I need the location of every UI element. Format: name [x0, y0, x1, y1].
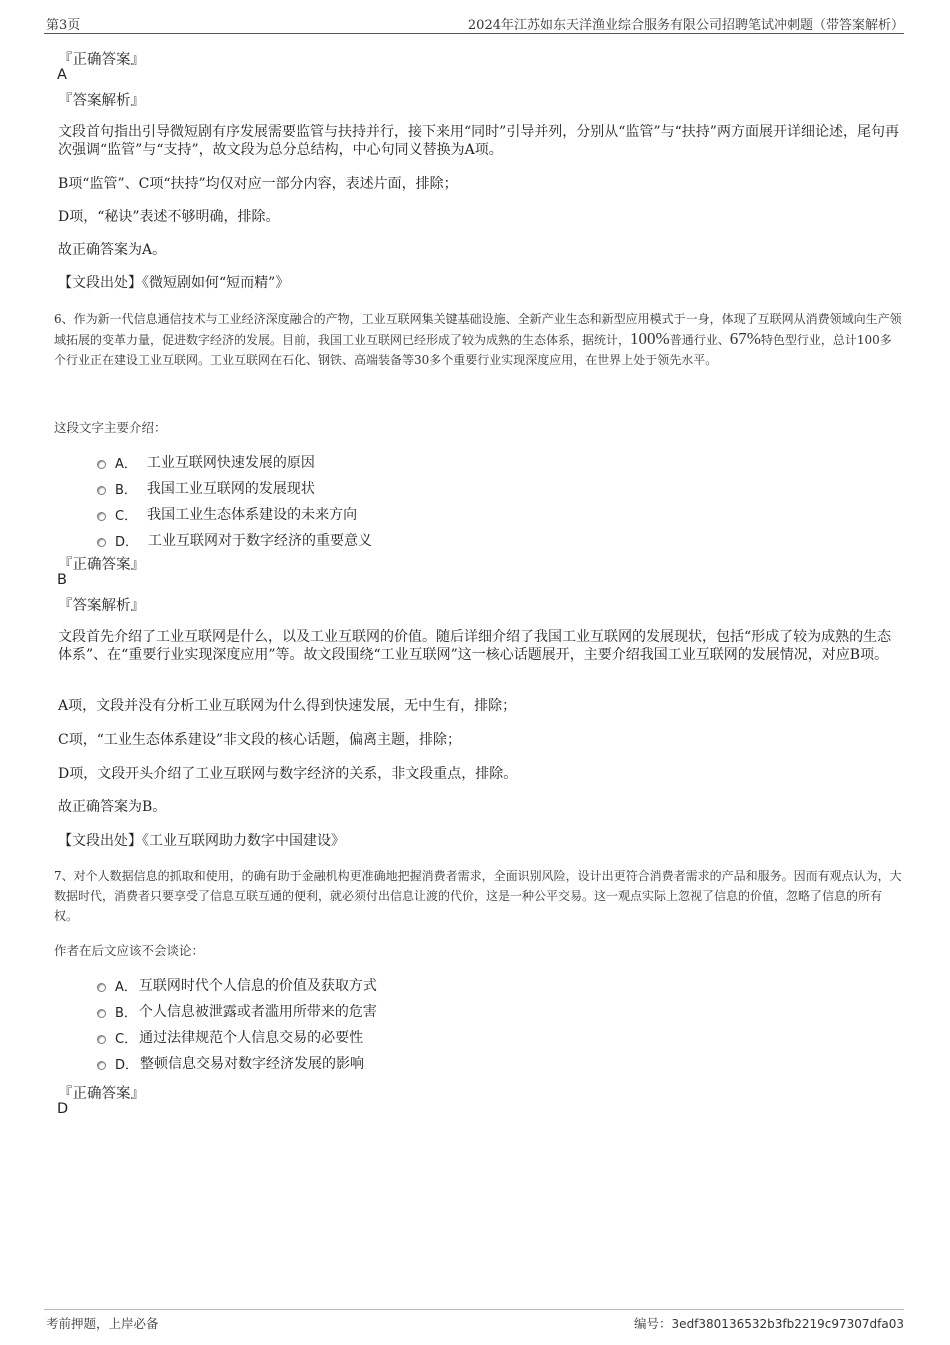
- question-stem-text: 特色型行业，总计100多个行业正在建设工业互联网。工业互联网在石化、钢铁、高端装备等30多个重要行业实现深度应用，在世界上处于领先水平。: [54, 333, 892, 367]
- percentage-value: 100%: [630, 329, 670, 348]
- option-b[interactable]: [97, 1001, 377, 1021]
- radio-button[interactable]: [97, 486, 106, 495]
- radio-button[interactable]: [97, 983, 106, 992]
- answer-value: B: [57, 572, 67, 588]
- option-text: 互联网时代个人信息的价值及获取方式: [138, 978, 377, 994]
- analysis-paragraph: B项“监管”、C项“扶持”均仅对应一部分内容，表述片面，排除；: [58, 176, 458, 192]
- option-a[interactable]: [97, 452, 315, 472]
- analysis-paragraph: D项，“秘诀”表述不够明确，排除。: [58, 209, 280, 225]
- analysis-paragraph: D项，文段开头介绍了工业互联网与数字经济的关系，非文段重点，排除。: [58, 766, 518, 782]
- option-b[interactable]: [97, 478, 315, 498]
- document-title: 2024年江苏如东天洋渔业综合服务有限公司招聘笔试冲刺题（带答案解析）: [467, 18, 904, 33]
- radio-button[interactable]: [97, 512, 106, 521]
- answer-label: 『正确答案』: [58, 1086, 145, 1102]
- option-text: 通过法律规范个人信息交易的必要性: [139, 1030, 364, 1046]
- header-divider: [44, 33, 904, 34]
- answer-value: D: [57, 1101, 69, 1117]
- document-code: [634, 1314, 904, 1332]
- option-text: 工业互联网快速发展的原因: [146, 455, 315, 471]
- analysis-paragraph: 文段首先介绍了工业互联网是什么，以及工业互联网的价值。随后详细介绍了我国工业互联网的发展现状，包括“形成了较为成熟的生态体系”、在“重要行业实现深度应用”等。故文段围绕“工业互联网”这一核心话题展开，主要介绍我国工业互联网的发展情况，对应B项。: [58, 629, 892, 663]
- option-text: 我国工业生态体系建设的未来方向: [147, 507, 358, 523]
- option-key: D．: [115, 534, 139, 550]
- radio-button[interactable]: [97, 460, 106, 469]
- radio-button[interactable]: [97, 1009, 106, 1018]
- analysis-paragraph: 故正确答案为A。: [58, 242, 167, 258]
- footer-divider: [44, 1309, 904, 1310]
- option-c[interactable]: [97, 504, 357, 524]
- option-text: 我国工业互联网的发展现状: [146, 481, 315, 497]
- option-key: A．: [115, 979, 137, 995]
- answer-value: A: [57, 67, 67, 83]
- option-a[interactable]: [97, 975, 377, 995]
- source-citation: 【文段出处】《工业互联网助力数字中国建设》: [58, 833, 345, 849]
- question-prompt: 这段文字主要介绍：: [54, 420, 167, 435]
- analysis-label: 『答案解析』: [58, 93, 145, 109]
- option-c[interactable]: [97, 1027, 363, 1047]
- option-text: 个人信息被泄露或者滥用所带来的危害: [138, 1004, 377, 1020]
- document-code-label: 编号：: [634, 1316, 672, 1331]
- page-number: 第3页: [46, 18, 81, 33]
- option-key: B．: [115, 1005, 137, 1021]
- radio-button[interactable]: [97, 538, 106, 547]
- option-key: A．: [115, 456, 137, 472]
- question-stem: [54, 309, 902, 370]
- option-key: D．: [115, 1057, 139, 1073]
- answer-label: 『正确答案』: [58, 557, 145, 573]
- answer-label: 『正确答案』: [58, 52, 145, 68]
- option-key: B．: [115, 482, 137, 498]
- option-text: 工业互联网对于数字经济的重要意义: [148, 533, 373, 549]
- question-stem-text: 普通行业、: [669, 333, 730, 347]
- radio-button[interactable]: [97, 1061, 106, 1070]
- analysis-paragraph: C项，“工业生态体系建设”非文段的核心话题，偏离主题，排除；: [58, 732, 462, 748]
- option-d[interactable]: [97, 1053, 364, 1073]
- radio-button[interactable]: [97, 1035, 106, 1044]
- option-text: 整顿信息交易对数字经济发展的影响: [140, 1056, 365, 1072]
- question-stem-text: 6、作为新一代信息通信技术与工业经济深度融合的产物，工业互联网集关键基础设施、全新产业生态和新型应用模式于一身，体现了互联网从消费领域向生产领域拓展的变革力量，促进数字经济的发展。目前，我国工业互联网已经形成了较为成熟的生态体系，据统计，: [54, 312, 902, 347]
- percentage-value: 67%: [729, 329, 761, 348]
- footer-slogan: 考前押题，上岸必备: [46, 1316, 159, 1331]
- option-d[interactable]: [97, 530, 372, 550]
- analysis-paragraph: 文段首句指出引导微短剧有序发展需要监管与扶持并行，接下来用“同时”引导并列，分别从“监管”与“扶持”两方面展开详细论述，尾句再次强调“监管”与“支持”，故文段为总分总结构，中心句同义替换为A项。: [58, 124, 899, 158]
- source-citation: 【文段出处】《微短剧如何“短而精”》: [58, 275, 290, 291]
- option-key: C．: [115, 1031, 138, 1047]
- question-prompt: 作者在后文应该不会谈论：: [54, 943, 205, 958]
- analysis-label: 『答案解析』: [58, 598, 145, 614]
- option-key: C．: [115, 508, 138, 524]
- question-stem: 7、对个人数据信息的抓取和使用，的确有助于金融机构更准确地把握消费者需求，全面识别风险，设计出更符合消费者需求的产品和服务。因而有观点认为，大数据时代，消费者只要享受了信息互联互通的便利，就必须付出信息让渡的代价，这是一种公平交易。这一观点实际上忽视了信息的价值，忽略了信息的所有权。: [54, 869, 902, 923]
- document-code-value: 3edf380136532b3fb2219c97307dfa03: [671, 1317, 904, 1331]
- analysis-paragraph: 故正确答案为B。: [58, 799, 167, 815]
- analysis-paragraph: A项，文段并没有分析工业互联网为什么得到快速发展，无中生有，排除；: [58, 698, 517, 714]
